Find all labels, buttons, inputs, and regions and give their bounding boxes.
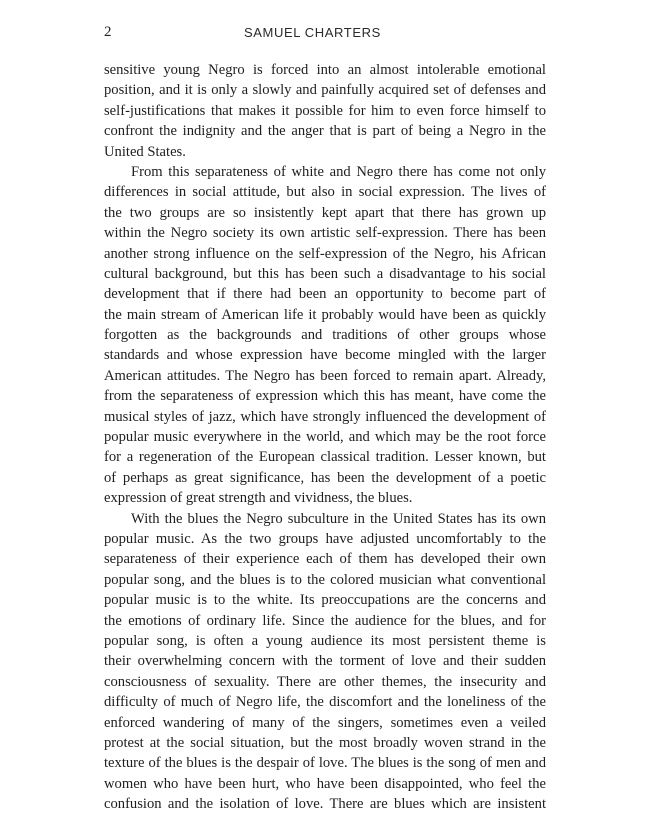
text-line: United States.	[104, 143, 186, 160]
paragraph-3	[104, 509, 546, 815]
text-line: of perhaps as great significance, has been the development of a poetic	[104, 469, 546, 486]
text-line: popular music everywhere in the world, and which may be the root force	[104, 429, 546, 446]
text-line: American attitudes. The Negro has been forced to remain apart. Already,	[104, 367, 546, 384]
running-head	[104, 22, 546, 44]
text-line: position, and it is only a slowly and painfully acquired set of defenses and	[104, 82, 546, 99]
text-line: With the blues the Negro subculture in the United States has its own	[131, 510, 546, 527]
text-line: sensitive young Negro is forced into an almost intolerable emotional	[104, 62, 546, 78]
text-line: development that if there had been an opportunity to become part of	[104, 286, 546, 303]
paragraph-2	[104, 162, 546, 509]
page-number: 2	[104, 24, 112, 40]
text-line: from the separateness of expression which this has meant, have come the	[104, 388, 546, 405]
text-line: the main stream of American life it probably would have been as quickly	[104, 306, 546, 323]
text-line: expression of great strength and vividness, the blues.	[104, 490, 413, 507]
running-title: SAMUEL CHARTERS	[244, 25, 381, 40]
text-line: forgotten as the backgrounds and traditions of other groups whose	[104, 327, 546, 344]
text-line: popular song, is often a young audience its most persistent theme is	[104, 632, 546, 649]
text-line: musical styles of jazz, which have strongly influenced the development of	[104, 408, 546, 425]
text-line: separateness of their experience each of them has developed their own	[104, 551, 546, 568]
text-line: From this separateness of white and Negro there has come not only	[131, 163, 546, 180]
text-line: for a regeneration of the European classical tradition. Lesser known, but	[104, 449, 546, 466]
text-line: within the Negro society its own artistic self-expression. There has been	[104, 225, 546, 242]
text-line: the emotions of ordinary life. Since the audience for the blues, and for	[104, 612, 546, 629]
text-line: confront the indignity and the anger that is part of being a Negro in the	[104, 123, 546, 140]
text-line: popular music is to the white. Its preoccupations are the concerns and	[104, 592, 546, 609]
text-line: enforced wandering of many of the singers, sometimes even a veiled	[104, 714, 546, 731]
text-line: another strong influence on the self-expression of the Negro, his African	[104, 245, 546, 262]
text-line: standards and whose expression have become mingled with the larger	[104, 347, 546, 364]
text-line: texture of the blues is the despair of love. The blues is the song of men and	[104, 755, 546, 772]
text-line: confusion and the isolation of love. There are blues which are insistent	[104, 796, 546, 813]
text-line: popular song, and the blues is to the colored musician what conventional	[104, 571, 546, 588]
text-line: difficulty of much of Negro life, the discomfort and the loneliness of the	[104, 694, 546, 711]
paragraph-1	[104, 60, 546, 162]
text-line: differences in social attitude, but also in social expression. The lives of	[104, 184, 546, 201]
text-line: protest at the social situation, but the most broadly woven strand in the	[104, 734, 546, 751]
text-line: self-justifications that makes it possible for him to even force himself to	[104, 102, 546, 119]
text-line: popular music. As the two groups have adjusted uncomfortably to the	[104, 530, 546, 547]
text-line: the two groups are so insistently kept apart that there has grown up	[104, 204, 546, 221]
body-text	[104, 60, 546, 814]
text-line: their overwhelming concern with the torment of love and their sudden	[104, 653, 546, 670]
text-line: cultural background, but this has been such a disadvantage to his social	[104, 265, 546, 282]
text-line: consciousness of sexuality. There are other themes, the insecurity and	[104, 673, 546, 690]
text-line: women who have been hurt, who have been disappointed, who feel the	[104, 775, 546, 792]
